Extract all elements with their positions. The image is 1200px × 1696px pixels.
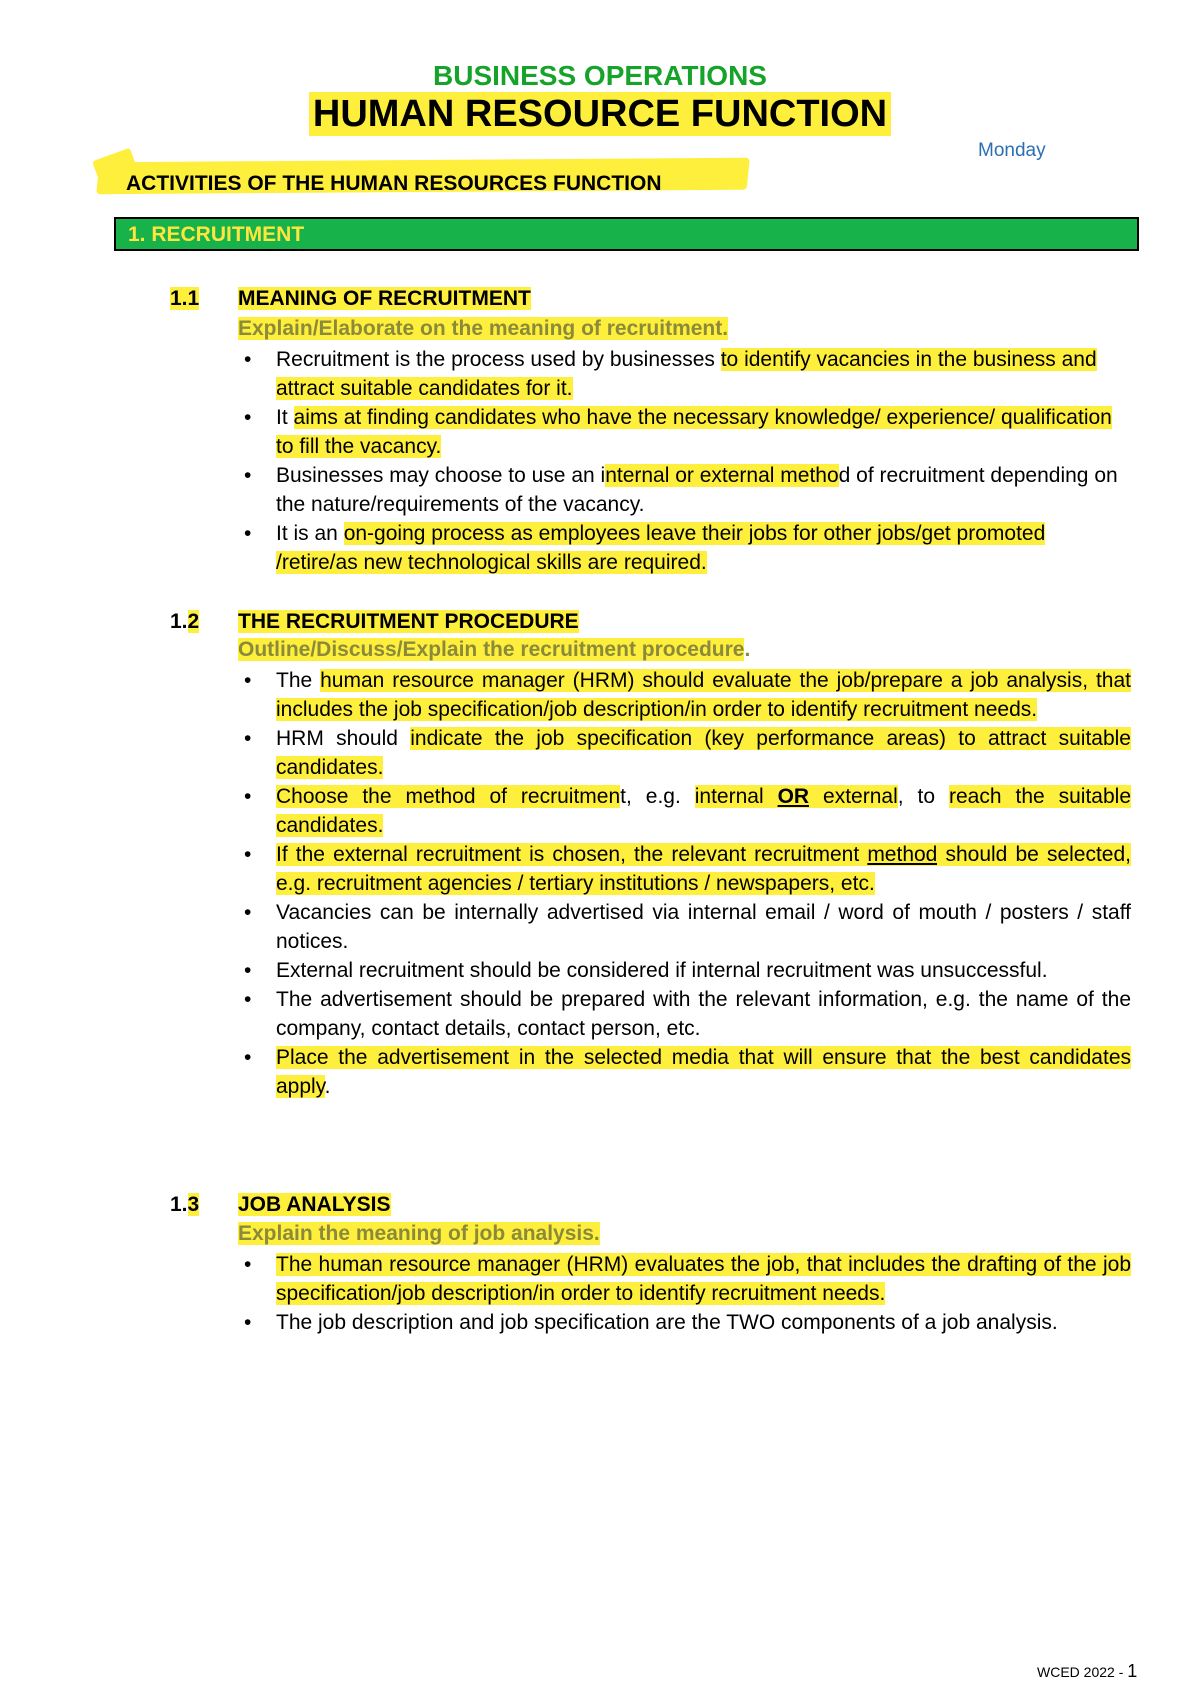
page-title-wrap [0,92,1200,136]
instruction-1-2: Outline/Discuss/Explain the recruitment procedure. [238,638,751,661]
instruction-1-3: Explain the meaning of job analysis. [238,1222,600,1245]
page-footer: WCED 2022 - 1 [1037,1661,1138,1681]
section-title-1-3: JOB ANALYSIS [238,1193,391,1216]
bullet-list-1-2 [238,666,1131,1101]
bullet-list-1-1 [238,345,1131,577]
section-number-1-3: 1.3 [170,1193,200,1216]
subject-title: BUSINESS OPERATIONS [433,60,767,91]
list-item: • It aims at finding candidates who have the necessary knowledge/ experience/ qualification to fill the vacancy. [238,403,1131,461]
list-item: • The human resource manager (HRM) evaluates the job, that includes the drafting of the job specification/job description/in order to identify recruitment needs. [238,1250,1131,1308]
list-item: • Recruitment is the process used by businesses to identify vacancies in the business and attract suitable candidates for it. [238,345,1131,403]
section-number-1-1: 1.1 [170,287,200,310]
page-number: 1 [1127,1661,1138,1681]
list-item: • Place the advertisement in the selected media that will ensure that the best candidates apply. [238,1043,1131,1101]
section-banner-label: 1. RECRUITMENT [128,223,305,246]
day-label: Monday [978,140,1046,161]
section-title-1-1: MEANING OF RECRUITMENT [238,287,531,310]
list-item: • If the external recruitment is chosen, the relevant recruitment method should be selected, e.g. recruitment agencies / tertiary institutions / newspapers, etc. [238,840,1131,898]
activities-heading: ACTIVITIES OF THE HUMAN RESOURCES FUNCTION [126,172,662,195]
list-item: • Businesses may choose to use an internal or external method of recruitment depending on the nature/requirements of the vacancy. [238,461,1131,519]
list-item: • The human resource manager (HRM) should evaluate the job/prepare a job analysis, that includes the job specification/job description/in order to identify recruitment needs. [238,666,1131,724]
section-banner [114,217,1139,251]
list-item: • External recruitment should be considered if internal recruitment was unsuccessful. [238,956,1131,985]
section-title-1-2: THE RECRUITMENT PROCEDURE [238,610,579,633]
bullet-list-1-3 [238,1250,1131,1337]
list-item: • The job description and job specification are the TWO components of a job analysis. [238,1308,1131,1337]
list-item: • It is an on-going process as employees leave their jobs for other jobs/get promoted /retire/as new technological skills are required. [238,519,1131,577]
instruction-1-1: Explain/Elaborate on the meaning of recruitment. [238,317,729,340]
list-item: • Vacancies can be internally advertised via internal email / word of mouth / posters / staff notices. [238,898,1131,956]
list-item: • HRM should indicate the job specification (key performance areas) to attract suitable candidates. [238,724,1131,782]
section-number-1-2: 1.2 [170,610,200,633]
list-item: • Choose the method of recruitment, e.g. internal OR external, to reach the suitable candidates. [238,782,1131,840]
page-title: HUMAN RESOURCE FUNCTION [309,92,891,136]
list-item: • The advertisement should be prepared with the relevant information, e.g. the name of the company, contact details, contact person, etc. [238,985,1131,1043]
